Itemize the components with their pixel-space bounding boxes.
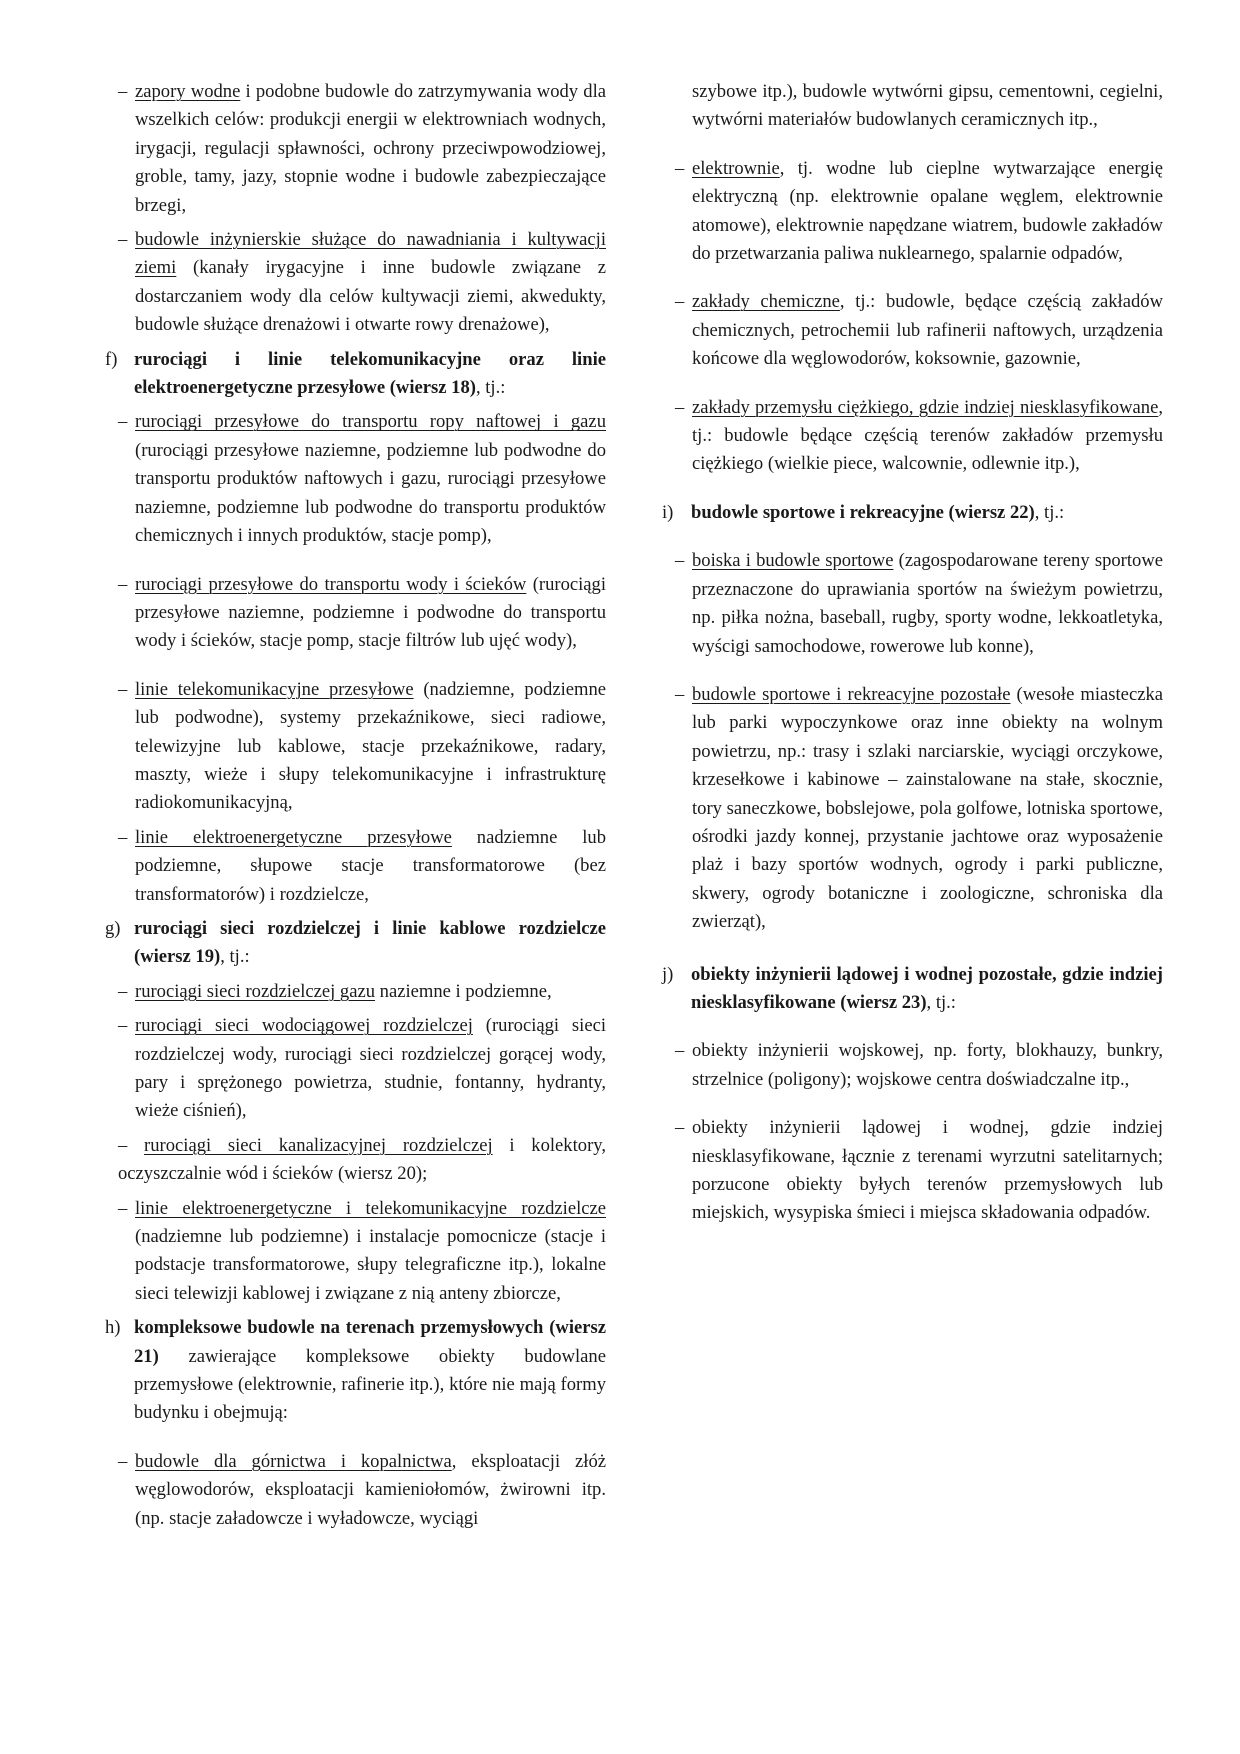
section-heading-h: h) kompleksowe budowle na terenach przemysłowych (wiersz 21) zawierające kompleksowe obiekty budowlane przemysłowe (elektrownie, rafinerie itp.), które nie mają formy budynku i obejmują: [105,1317,606,1424]
list-item: – obiekty inżynierii wojskowej, np. forty, blokhauzy, bunkry, strzelnice (poligony); wojskowe centra doświadczalne itp., [675,1037,1163,1094]
underlined-term: budowle sportowe i rekreacyjne pozostałe [692,683,1011,705]
left-column [105,78,607,1546]
list-item: – boiska i budowle sportowe (zagospodarowane tereny sportowe przeznaczone do uprawiania sportów na świeżym powietrzu, np. piłka nożna, baseball, rugby, sporty wodne, lekkoatletyka, wyścigi samochodowe, rowerowe lub konne), [675,547,1163,661]
underlined-term: zapory wodne [135,81,241,102]
underlined-term: rurociągi przesyłowe do transportu ropy naftowej i gazu [135,411,606,433]
list-item: – obiekty inżynierii lądowej i wodnej, gdzie indziej niesklasyfikowane, łącznie z terenami wyrzutni satelitarnych; porzucone obiekty byłych terenów przemysłowych lub miejskich, wysypiska śmieci i miejsca składowania odpadów. [675,1114,1163,1228]
underlined-term: budowle inżynierskie służące do nawadniania i kultywacji ziemi [135,229,606,279]
list-item: – rurociągi sieci kanalizacyjnej rozdzielczej i kolektory, oczyszczalnie wód i ścieków (wiersz 20); [118,1134,606,1185]
underlined-term: linie telekomunikacyjne przesyłowe [135,678,414,700]
underlined-term: rurociągi przesyłowe do transportu wody i ścieków [135,573,527,595]
underlined-term: zakłady chemiczne [692,291,840,313]
list-item: – budowle sportowe i rekreacyjne pozostałe (wesołe miasteczka lub parki wypoczynkowe oraz inne obiekty na wolnym powietrzu, np.: trasy i szlaki narciarskie, wyciągi orczykowe, krzesełkowe i kabinowe – zainstalowane na stałe, skocznie, tory saneczkowe, bobslejowe, pola golfowe, lotniska sportowe, ośrodki jazdy konnej, przystanie jachtowe oraz wyposażenie plaż i bazy sportów wodnych, ogrody i parki publiczne, skwery, ogrody botaniczne i zoologiczne, schroniska dla zwierząt), [675,681,1163,937]
list-item: – budowle inżynierskie służące do nawadniania i kultywacji ziemi (kanały irygacyjne i inne budowle związane z dostarczaniem wody dla celów kultywacji ziemi, akwedukty, budowle służące drenażowi i otwarte rowy drenażowe), [118,226,606,340]
list-item: – zakłady przemysłu ciężkiego, gdzie indziej niesklasyfikowane, tj.: budowle będące częścią terenów zakładów przemysłu ciężkiego (wielkie piece, walcownie, odlewnie itp.), [675,394,1163,479]
right-column [662,78,1163,1241]
list-item: – rurociągi sieci wodociągowej rozdzielczej (rurociągi sieci rozdzielczej wody, rurociągi sieci rozdzielczej gorącej wody, pary i sprężonego powietrza, studnie, fontanny, hydranty, wieże ciśnień), [118,1012,606,1126]
list-item: – rurociągi przesyłowe do transportu ropy naftowej i gazu (rurociągi przesyłowe naziemne, podziemne lub podwodne do transportu produktów naftowych i gazu, rurociągi przesyłowe naziemne, podziemne lub podwodne do transportu produktów chemicznych i innych produktów, stacje pomp), [118,408,606,550]
underlined-term: linie elektroenergetyczne przesyłowe [135,826,452,848]
list-item: – linie elektroenergetyczne i telekomunikacyjne rozdzielcze (nadziemne lub podziemne) i instalacje pomocnicze (stacje i podstacje transformatorowe, słupy telegraficzne itp.), lokalne sieci telewizji kablowej i związane z nią anteny zbiorcze, [118,1195,606,1309]
list-item: – zakłady chemiczne, tj.: budowle, będące częścią zakładów chemicznych, petrochemii lub rafinerii naftowych, urządzenia końcowe dla węglowodorów, koksownie, gazownie, [675,288,1163,373]
list-item: – linie telekomunikacyjne przesyłowe (nadziemne, podziemne lub podwodne), systemy przekaźnikowe, sieci radiowe, telewizyjne lub kablowe, stacje przekaźnikowe, radary, maszty, wieże i słupy telekomunikacyjne i infrastrukturę radiokomunikacyjną, [118,676,606,818]
list-item: – rurociągi przesyłowe do transportu wody i ścieków (rurociągi przesyłowe naziemne, podziemne i podwodne do transportu wody i ścieków, stacje pomp, stacje filtrów lub ujęć wody), [118,571,606,656]
underlined-term: rurociągi sieci wodociągowej rozdzielczej [135,1015,473,1037]
list-item: – zapory wodne i podobne budowle do zatrzymywania wody dla wszelkich celów: produkcji energii w elektrowniach wodnych, irygacji, regulacji spławności, ochrony przeciwpowodziowej, groble, tamy, jazy, stopnie wodne i budowle zabezpieczające brzegi, [118,78,606,220]
list-item: – linie elektroenergetyczne przesyłowe nadziemne lub podziemne, słupowe stacje transformatorowe (bez transformatorów) i rozdzielcze, [118,824,606,909]
underlined-term: rurociągi sieci kanalizacyjnej rozdzielczej [144,1134,493,1156]
underlined-term: budowle dla górnictwa i kopalnictwa [135,1450,452,1472]
underlined-term: rurociągi sieci rozdzielczej gazu [135,980,376,1002]
section-heading-i: i) budowle sportowe i rekreacyjne (wiersz 22), tj.: [662,501,1065,523]
section-heading-g: g) rurociągi sieci rozdzielczej i linie kablowe rozdzielcze (wiersz 19), tj.: [105,917,606,968]
underlined-term: zakłady przemysłu ciężkiego, gdzie indziej niesklasyfikowane [692,396,1159,418]
underlined-term: elektrownie [692,157,780,179]
underlined-term: linie elektroenergetyczne i telekomunikacyjne rozdzielcze [135,1197,606,1219]
section-heading-j: j) obiekty inżynierii lądowej i wodnej pozostałe, gdzie indziej niesklasyfikowane (wiersz 23), tj.: [662,963,1163,1013]
list-item-continuation: szybowe itp.), budowle wytwórni gipsu, cementowni, cegielni, wytwórni materiałów budowlanych ceramicznych itp., [692,81,1163,131]
list-item: – budowle dla górnictwa i kopalnictwa, eksploatacji złóż węglowodorów, eksploatacji kamieniołomów, żwirowni itp. (np. stacje załadowcze i wyładowcze, wyciągi [118,1448,606,1533]
list-item: – rurociągi sieci rozdzielczej gazu naziemne i podziemne, [118,978,606,1006]
underlined-term: boiska i budowle sportowe [692,550,894,572]
section-heading-f: f) rurociągi i linie telekomunikacyjne oraz linie elektroenergetyczne przesyłowe (wiersz 18), tj.: [105,348,606,399]
list-item: – elektrownie, tj. wodne lub cieplne wytwarzające energię elektryczną (np. elektrownie opalane węglem, elektrownie atomowe), elektrownie napędzane wiatrem, budowle zakładów do przetwarzania paliwa nuklearnego, spalarnie odpadów, [675,155,1163,269]
